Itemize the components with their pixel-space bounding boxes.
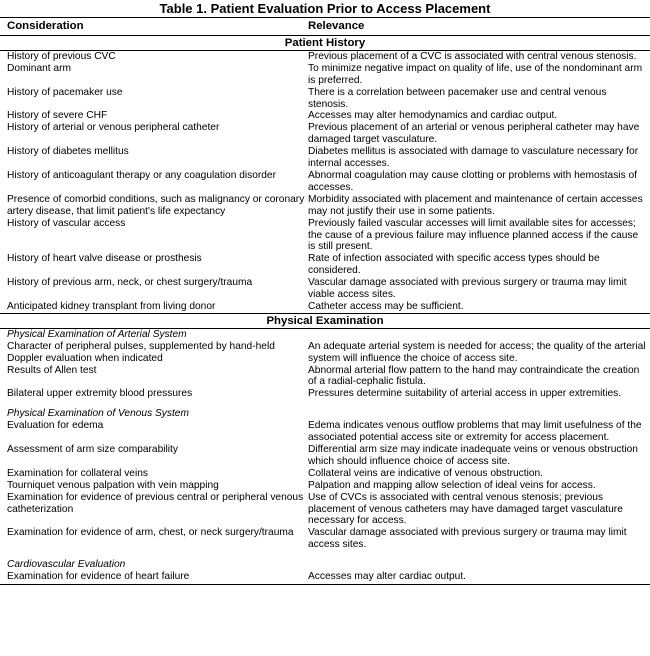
consideration-cell: History of anticoagulant therapy or any coagulation disorder [7,169,276,181]
relevance-cell: Accesses may alter hemodynamics and cardiac output. [308,110,558,122]
section-heading: Physical Examination [0,313,650,328]
table-row [0,50,650,62]
table-title: Table 1. Patient Evaluation Prior to Access Placement [159,1,491,16]
subsection-heading: Physical Examination of Arterial System [7,328,187,340]
relevance-cell: To minimize negative impact on quality of life, use of the nondominant arm is preferred. [308,62,643,86]
table-row [0,468,650,480]
consideration-cell: Character of peripheral pulses, supplemented by hand-held Doppler evaluation when indicated [7,340,275,364]
consideration-cell: History of previous CVC [7,50,116,62]
table-body [0,35,650,584]
table-row [0,253,650,277]
column-header-relevance: Relevance [306,18,650,36]
subsection-heading-row [0,408,650,420]
consideration-cell: History of vascular access [7,217,126,229]
section-heading-row [0,35,650,50]
table-row [0,277,650,301]
consideration-cell: Anticipated kidney transplant from living donor [7,300,216,312]
consideration-cell: Assessment of arm size comparability [7,444,178,455]
table-row [0,87,650,111]
table-row [0,492,650,528]
consideration-cell: Results of Allen test [7,364,97,376]
table-row [0,110,650,122]
relevance-cell: Abnormal coagulation may cause clotting or problems with hemostasis of accesses. [308,169,637,193]
table-row [0,170,650,194]
relevance-cell: Previously failed vascular accesses will limit available sites for accesses; the cause of a previous failure may influence planned access if the cause is still present. [308,217,639,253]
table-row [0,365,650,389]
relevance-cell: Diabetes mellitus is associated with damage to vasculature necessary for internal accesses. [308,146,639,170]
table-row [0,480,650,492]
table-row [0,571,650,584]
relevance-cell: Pressures determine suitability of arterial access in upper extremities. [308,388,622,400]
relevance-cell: Previous placement of a CVC is associated with central venous stenosis. [308,50,637,62]
table-row [0,122,650,146]
table-row [0,218,650,254]
relevance-cell: There is a correlation between pacemaker use and central venous stenosis. [308,86,607,110]
consideration-cell: History of diabetes mellitus [7,146,129,158]
relevance-cell: Catheter access may be sufficient. [308,300,464,312]
section-heading-row [0,313,650,328]
relevance-cell: Accesses may alter cardiac output. [306,571,650,584]
spacer-cell [0,551,650,559]
consideration-cell: History of arterial or venous peripheral catheter [7,122,220,134]
section-heading: Patient History [0,35,650,50]
table-row [0,388,650,400]
consideration-cell: Evaluation for edema [7,420,104,432]
subsection-heading: Cardiovascular Evaluation [7,559,126,571]
relevance-cell: Abnormal arterial flow pattern to the hand may contraindicate the creation of a radial-cephalic fistula. [308,364,640,388]
table-row [0,444,650,468]
spacer-row [0,551,650,559]
consideration-cell: Bilateral upper extremity blood pressures [7,388,193,400]
relevance-cell: Morbidity associated with placement and maintenance of certain accesses may not justify their use in some patients. [308,193,643,217]
relevance-cell: An adequate arterial system is needed for access; the quality of the arterial system will influence the choice of access site. [308,340,646,364]
table-row [0,341,650,365]
spacer-row [0,400,650,408]
relevance-cell: Previous placement of an arterial or venous peripheral catheter may have damaged target vasculature. [308,122,640,146]
table-row [0,146,650,170]
header-row [0,18,650,36]
table-row [0,63,650,87]
consideration-cell: Examination for evidence of previous central or peripheral venous catheterization [7,491,304,515]
consideration-cell: History of heart valve disease or prosthesis [7,253,202,265]
table-row [0,420,650,444]
spacer-cell [0,400,650,408]
table-row [0,194,650,218]
relevance-cell: Collateral veins are indicative of venous obstruction. [308,467,544,479]
table-row [0,527,650,551]
relevance-cell: Edema indicates venous outflow problems that may limit usefulness of the associated potential access site or extremity for access placement. [308,420,642,444]
subsection-heading: Physical Examination of Venous System [7,408,189,420]
relevance-cell: Use of CVCs is associated with central venous stenosis; previous placement of venous catheters may have damaged target vasculature necessary for access. [308,491,623,527]
consideration-cell: History of previous arm, neck, or chest surgery/trauma [7,277,253,289]
consideration-cell: Dominant arm [7,62,71,74]
consideration-cell: Examination for evidence of arm, chest, or neck surgery/trauma [7,527,294,539]
subsection-heading-row [0,559,650,571]
evaluation-table [0,17,650,585]
consideration-cell: Tourniquet venous palpation with vein mapping [7,479,219,491]
relevance-cell: Vascular damage associated with previous surgery or trauma may limit access sites. [308,527,627,551]
column-header-consideration: Consideration [0,18,306,36]
consideration-cell: Examination for collateral veins [7,467,148,479]
table-row [0,301,650,313]
consideration-cell: History of severe CHF [7,110,108,122]
consideration-cell: History of pacemaker use [7,86,123,98]
relevance-cell: Differential arm size may indicate inadequate veins or venous obstruction which should influence choice of access site. [308,444,638,467]
relevance-cell: Vascular damage associated with previous surgery or trauma may limit viable access sites. [308,277,627,301]
consideration-cell: Examination for evidence of heart failure [0,571,306,584]
relevance-cell: Palpation and mapping allow selection of ideal veins for access. [308,479,596,491]
subsection-heading-row [0,328,650,340]
relevance-cell: Rate of infection associated with specific access types should be considered. [308,253,600,277]
consideration-cell: Presence of comorbid conditions, such as malignancy or coronary artery disease, that limit patient's life expectancy [7,193,305,217]
